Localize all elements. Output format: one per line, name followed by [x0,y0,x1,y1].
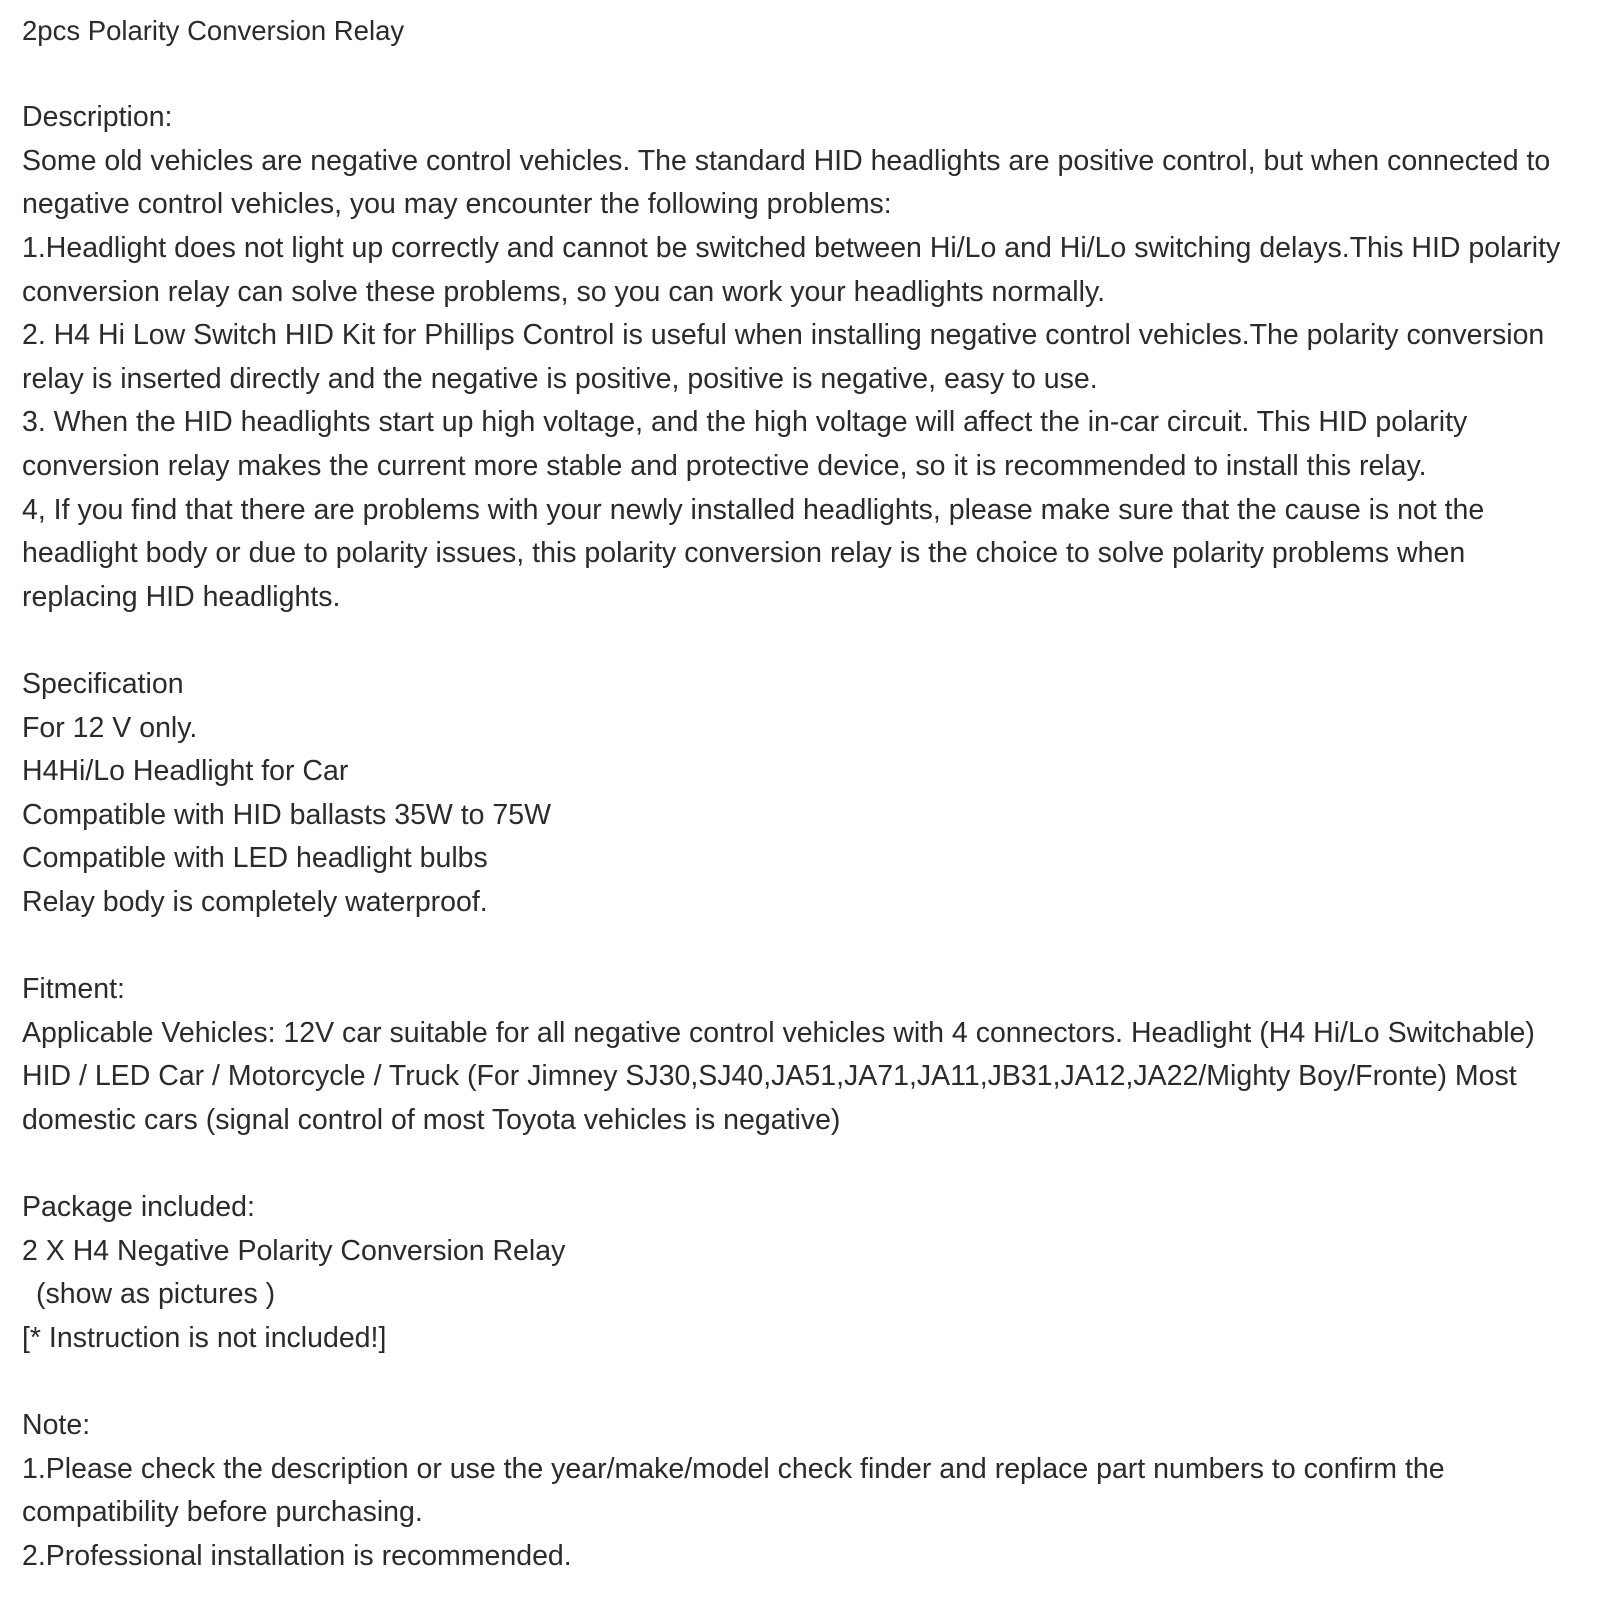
package-item: [* Instruction is not included!] [22,1321,387,1354]
product-description [22,9,1582,1578]
description-section [22,96,1582,619]
specification-item: For 12 V only. [22,711,198,744]
description-point-1: 1.Headlight does not light up correctly and cannot be switched between Hi/Lo and Hi/Lo switching delays.This HID polarity conversion relay can solve these problems, so you can work your headlights normally. [22,231,1561,308]
note-item: 2.Professional installation is recommended. [22,1539,572,1572]
specification-item: Relay body is completely waterproof. [22,885,488,918]
page-title: 2pcs Polarity Conversion Relay [22,15,405,46]
fitment-heading: Fitment: [22,973,125,1006]
note-item: 1.Please check the description or use the year/make/model check finder and replace part numbers to confirm the compatibility before purchasing. [22,1452,1445,1529]
spacer [22,1360,1582,1404]
specification-item: Compatible with HID ballasts 35W to 75W [22,798,552,831]
description-intro: Some old vehicles are negative control vehicles. The standard HID headlights are positive control, but when connected to negative control vehicles, you may encounter the following problems: [22,144,1551,221]
description-point-2: 2. H4 Hi Low Switch HID Kit for Phillips Control is useful when installing negative control vehicles.The polarity conversion relay is inserted directly and the negative is positive, positive is negative, easy to use. [22,319,1545,395]
spacer [22,619,1582,663]
description-point-3: 3. When the HID headlights start up high voltage, and the high voltage will affect the in-car circuit. This HID polarity conversion relay makes the current more stable and protective device, so it is recommended to install this relay. [22,406,1468,482]
package-item: 2 X H4 Negative Polarity Conversion Relay [22,1234,566,1267]
fitment-section [22,968,1582,1142]
note-section [22,1404,1582,1578]
note-heading: Note: [22,1409,91,1441]
description-heading: Description: [22,101,173,134]
fitment-text: Applicable Vehicles: 12V car suitable for all negative control vehicles with 4 connectors. Headlight (H4 Hi/Lo Switchable) HID / LED Car / Motorcycle / Truck (For Jimney SJ30,SJ40,JA51,JA71,JA11,JB31,JA12,JA22/Mighty Boy/Fronte) Most domestic cars (signal control of most Toyota vehicles is negative) [22,1016,1535,1136]
specification-item: H4Hi/Lo Headlight for Car [22,755,349,788]
specification-item: Compatible with LED headlight bulbs [22,842,488,875]
specification-heading: Specification [22,667,184,700]
description-point-4: 4, If you find that there are problems with your newly installed headlights, please make sure that the cause is not the headlight body or due to polarity issues, this polarity conversion relay is the choice to solve polarity problems when replacing HID headlights. [22,493,1485,613]
spacer [22,53,1582,97]
spacer [22,1142,1582,1186]
spacer [22,924,1582,968]
package-heading: Package included: [22,1191,255,1224]
specification-section [22,663,1582,925]
package-item: (show as pictures ) [36,1278,276,1311]
package-section [22,1186,1582,1360]
